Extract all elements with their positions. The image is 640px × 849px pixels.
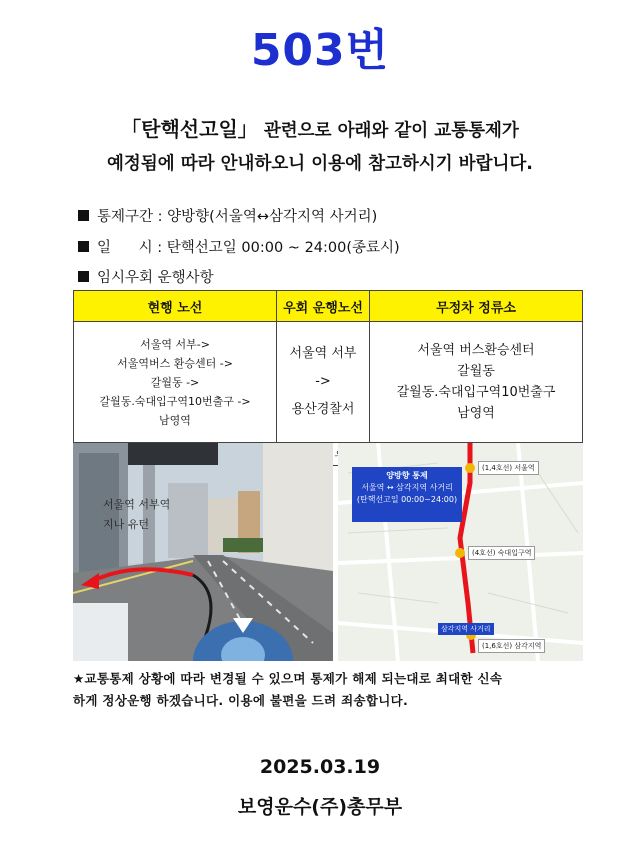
bullet-square-icon [78,271,89,282]
map-box-line: 서울역 ↔ 삼각지역 사거리 [361,483,453,492]
detour-table [73,290,583,466]
bullet-square-icon [78,210,89,221]
header-no-stop: 무정차 정류소 [370,291,583,322]
photo-overlay-text [103,495,170,535]
table-row [74,322,583,443]
header-detour-route: 우회 운행노선 [277,291,370,322]
bullet-control-section [78,205,377,226]
no-stop-station: 남영역 [457,406,495,421]
photo-overlay-line: 서울역 서부역 [103,498,171,511]
no-stop-cell [370,322,583,443]
intro-line-1 [0,113,640,142]
detour-stop: 서울역 서부 [289,346,357,361]
notice-line: 하게 정상운행 하겠습니다. 이용에 불편을 드려 죄송합니다. [73,693,409,708]
bullet-datetime [78,236,400,257]
intro-keyword: 「탄핵선고일」 [121,117,258,141]
detour-route-cell [277,322,370,443]
map-box-title: 양방향 통제 [386,471,428,480]
route-stop: 갈월동.숙대입구역10번출구 -> [99,394,251,408]
notice-date: 2025.03.19 [259,756,381,778]
bullet-text: 통제구간 : 양방향(서울역↔삼각지역 사거리) [97,209,378,225]
intro-line-1-text: 관련으로 아래와 같이 교통통제가 [257,121,519,141]
map-station-sukdae: (4호선) 숙대입구역 [468,546,535,560]
issuing-organization: 보영운수(주)총무부 [237,796,403,818]
current-route-cell [74,322,277,443]
no-stop-station: 서울역 버스환승센터 [417,343,535,358]
map-box-line: (탄핵선고일 00:00~24:00) [356,495,458,504]
table-header-row [74,291,583,322]
header-current-route: 현행 노선 [74,291,277,322]
intro-line-2: 예정됨에 따라 안내하오니 이용에 참고하시기 바랍니다. [107,154,533,174]
notice-text [73,668,593,712]
bullet-text: 일 시 : 탄핵선고일 00:00 ~ 24:00(종료시) [97,240,400,256]
photo-overlay-line: 지나 유턴 [103,518,150,531]
map-control-box [352,467,462,522]
notice-line: ★교통통제 상황에 따라 변경될 수 있으며 통제가 해제 되는대로 최대한 신속 [73,671,503,686]
route-stop: 갈월동 -> [150,375,200,389]
bullet-detour [78,266,214,287]
map-station-samgakji: (1,6호선) 삼각지역 [478,639,545,653]
street-view-photo [73,443,333,661]
route-stop: 서울역버스 환승센터 -> [117,356,233,370]
route-stop: 서울역 서부-> [140,337,210,351]
map-label-samgakji-cross: 삼각지역 사거리 [438,623,494,635]
notice-title: 503번 [250,25,390,76]
route-stop: 남영역 [159,413,191,427]
detour-arrow: -> [315,374,331,389]
route-map [338,443,583,661]
bullet-text: 임시우회 운행사항 [97,270,214,286]
map-station-seoul: (1,4호선) 서울역 [478,461,539,475]
street-view-illustration [73,443,333,661]
no-stop-station: 갈월동 [457,364,495,379]
bullet-square-icon [78,241,89,252]
detour-stop: 용산경찰서 [291,402,355,417]
no-stop-station: 갈월동.숙대입구역10번출구 [396,385,556,400]
